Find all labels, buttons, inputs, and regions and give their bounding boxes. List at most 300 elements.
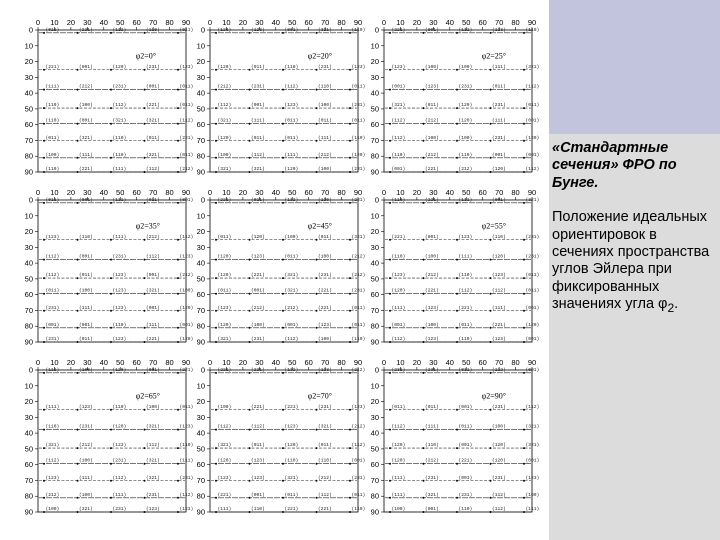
miller-index-label: (321) bbox=[146, 152, 160, 158]
miller-index-label: (100) bbox=[425, 64, 439, 70]
miller-index-label: (111) bbox=[391, 305, 406, 311]
miller-index-label: (321) bbox=[217, 167, 232, 172]
section-frame bbox=[210, 370, 358, 512]
miller-index-label: (221) bbox=[492, 322, 506, 328]
miller-index-label: (111) bbox=[217, 507, 232, 512]
miller-index-label: (112) bbox=[284, 197, 299, 203]
miller-index-label: (111) bbox=[146, 322, 160, 328]
miller-index-label: (112) bbox=[492, 288, 506, 294]
miller-index-label: (110) bbox=[45, 118, 60, 124]
y-tick-label: 0 bbox=[28, 365, 33, 375]
x-tick-label: 50 bbox=[288, 188, 297, 197]
miller-index-label: (111) bbox=[112, 492, 127, 498]
miller-index-label: (112) bbox=[251, 424, 265, 430]
miller-index-label: (212) bbox=[217, 84, 232, 90]
miller-index-label: (321) bbox=[351, 234, 366, 240]
y-tick-label: 20 bbox=[196, 397, 205, 407]
miller-index-label: (112) bbox=[179, 492, 194, 498]
y-tick-label: 90 bbox=[196, 167, 205, 177]
miller-index-label: (231) bbox=[318, 64, 332, 70]
x-tick-label: 80 bbox=[337, 358, 346, 367]
miller-index-label: (110) bbox=[79, 234, 93, 240]
miller-index-label: (123) bbox=[112, 337, 127, 342]
miller-index-label: (001) bbox=[179, 322, 194, 328]
x-tick-label: 70 bbox=[148, 188, 158, 197]
miller-index-label: (111) bbox=[112, 167, 127, 172]
x-tick-label: 0 bbox=[35, 358, 41, 367]
x-tick-label: 50 bbox=[116, 358, 125, 367]
miller-index-label: (321) bbox=[318, 424, 332, 430]
miller-index-label: (011) bbox=[458, 367, 473, 373]
miller-index-label: (120) bbox=[217, 64, 232, 70]
miller-index-label: (123) bbox=[179, 64, 194, 70]
miller-index-label: (011) bbox=[179, 152, 194, 158]
y-tick-label: 10 bbox=[196, 381, 205, 391]
miller-index-label: (231) bbox=[251, 84, 265, 90]
miller-index-label: (321) bbox=[217, 337, 232, 342]
miller-index-label: (001) bbox=[45, 322, 60, 328]
miller-index-label: (110) bbox=[284, 458, 299, 464]
y-tick-label: 0 bbox=[374, 195, 379, 205]
miller-index-label: (231) bbox=[112, 458, 127, 464]
miller-index-label: (321) bbox=[112, 118, 127, 124]
miller-index-label: (212) bbox=[179, 167, 194, 172]
miller-index-label: (221) bbox=[217, 492, 232, 498]
miller-index-label: (100) bbox=[318, 337, 332, 342]
miller-index-label: (321) bbox=[79, 135, 93, 141]
miller-index-label: (123) bbox=[492, 273, 506, 279]
miller-index-label: (111) bbox=[45, 84, 60, 90]
miller-index-label: (112) bbox=[146, 167, 160, 172]
miller-index-label: (001) bbox=[79, 64, 93, 70]
miller-index-label: (123) bbox=[458, 234, 473, 240]
y-tick-label: 30 bbox=[196, 242, 205, 252]
miller-index-label: (011) bbox=[79, 337, 93, 342]
miller-index-label: (011) bbox=[351, 322, 366, 328]
miller-index-label: (110) bbox=[251, 507, 265, 512]
miller-index-label: (110) bbox=[112, 152, 127, 158]
y-tick-label: 50 bbox=[24, 104, 33, 114]
x-tick-label: 80 bbox=[511, 358, 520, 367]
miller-index-label: (212) bbox=[425, 458, 439, 464]
miller-index-label: (321) bbox=[45, 443, 60, 449]
miller-index-label: (123) bbox=[492, 337, 506, 342]
miller-index-label: (011) bbox=[179, 404, 194, 410]
y-tick-label: 60 bbox=[370, 120, 379, 130]
y-tick-label: 40 bbox=[370, 428, 379, 438]
miller-index-label: (123) bbox=[112, 305, 127, 311]
miller-index-label: (231) bbox=[525, 254, 540, 260]
miller-index-label: (123) bbox=[179, 507, 194, 512]
miller-index-label: (110) bbox=[458, 507, 473, 512]
miller-index-label: (011) bbox=[458, 424, 473, 430]
miller-index-label: (001) bbox=[425, 27, 439, 33]
y-tick-label: 60 bbox=[24, 120, 33, 130]
y-tick-label: 40 bbox=[24, 258, 33, 268]
y-tick-label: 0 bbox=[28, 195, 33, 205]
miller-index-label: (212) bbox=[45, 492, 60, 498]
miller-index-label: (123) bbox=[351, 404, 366, 410]
miller-index-label: (011) bbox=[179, 27, 194, 33]
x-tick-label: 20 bbox=[412, 18, 422, 27]
miller-index-label: (112) bbox=[146, 443, 160, 449]
miller-index-label: (231) bbox=[351, 197, 366, 203]
y-tick-label: 20 bbox=[24, 397, 33, 407]
x-tick-label: 40 bbox=[445, 358, 454, 367]
y-tick-label: 50 bbox=[370, 444, 379, 454]
miller-index-label: (011) bbox=[251, 135, 265, 141]
miller-index-label: (112) bbox=[112, 27, 127, 33]
miller-index-label: (100) bbox=[318, 103, 332, 109]
miller-index-label: (123) bbox=[318, 367, 332, 373]
miller-index-label: (112) bbox=[284, 337, 299, 342]
miller-index-label: (001) bbox=[458, 475, 473, 481]
miller-index-label: (120) bbox=[492, 167, 506, 172]
miller-index-label: (123) bbox=[391, 64, 406, 70]
x-tick-label: 60 bbox=[304, 358, 313, 367]
miller-index-label: (120) bbox=[391, 443, 406, 449]
miller-index-label: (100) bbox=[425, 322, 439, 328]
miller-index-label: (231) bbox=[425, 367, 439, 373]
x-tick-label: 80 bbox=[165, 358, 174, 367]
miller-index-label: (212) bbox=[146, 234, 160, 240]
miller-index-label: (001) bbox=[525, 458, 540, 464]
miller-index-label: (011) bbox=[284, 118, 299, 124]
y-tick-label: 30 bbox=[24, 72, 33, 82]
miller-index-label: (112) bbox=[179, 234, 194, 240]
miller-index-label: (001) bbox=[391, 322, 406, 328]
x-tick-label: 30 bbox=[255, 188, 264, 197]
miller-index-label: (001) bbox=[79, 254, 93, 260]
miller-index-label: (100) bbox=[179, 288, 194, 294]
miller-index-label: (100) bbox=[391, 507, 406, 512]
miller-index-label: (123) bbox=[251, 458, 265, 464]
miller-index-label: (231) bbox=[45, 305, 60, 311]
x-tick-label: 60 bbox=[478, 358, 487, 367]
miller-index-label: (111) bbox=[112, 234, 127, 240]
miller-index-label: (221) bbox=[251, 404, 265, 410]
miller-index-label: (321) bbox=[146, 288, 160, 294]
miller-index-label: (321) bbox=[284, 288, 299, 294]
miller-index-label: (321) bbox=[79, 507, 93, 512]
section-frame bbox=[384, 370, 532, 512]
miller-index-label: (123) bbox=[391, 273, 406, 279]
miller-index-label: (112) bbox=[45, 273, 60, 279]
miller-index-label: (221) bbox=[391, 27, 406, 33]
miller-index-label: (001) bbox=[251, 492, 265, 498]
y-tick-label: 90 bbox=[24, 167, 33, 177]
miller-index-label: (011) bbox=[492, 84, 506, 90]
x-tick-label: 50 bbox=[462, 358, 471, 367]
y-tick-label: 80 bbox=[196, 151, 205, 161]
miller-index-label: (111) bbox=[284, 152, 299, 158]
x-tick-label: 70 bbox=[148, 18, 158, 27]
x-tick-label: 0 bbox=[207, 358, 213, 367]
miller-index-label: (123) bbox=[217, 475, 232, 481]
miller-index-label: (111) bbox=[492, 64, 506, 70]
y-tick-label: 50 bbox=[370, 274, 379, 284]
y-tick-label: 50 bbox=[370, 104, 379, 114]
phi2-label: φ2=45° bbox=[307, 221, 333, 231]
miller-index-label: (110) bbox=[351, 135, 366, 141]
miller-index-label: (112) bbox=[391, 118, 406, 124]
x-tick-label: 0 bbox=[207, 188, 213, 197]
miller-index-label: (221) bbox=[217, 197, 232, 203]
x-tick-label: 70 bbox=[320, 358, 330, 367]
miller-index-label: (110) bbox=[318, 458, 332, 464]
miller-index-label: (212) bbox=[425, 273, 439, 279]
phi2-label: φ2=70° bbox=[307, 391, 333, 401]
miller-index-label: (123) bbox=[525, 475, 540, 481]
y-tick-label: 20 bbox=[196, 57, 205, 67]
y-tick-label: 20 bbox=[370, 397, 379, 407]
miller-index-label: (111) bbox=[492, 118, 506, 124]
y-tick-label: 70 bbox=[24, 475, 33, 485]
miller-index-label: (111) bbox=[525, 507, 540, 512]
miller-index-label: (120) bbox=[492, 458, 506, 464]
miller-index-label: (120) bbox=[217, 254, 232, 260]
y-tick-label: 0 bbox=[200, 365, 205, 375]
miller-index-label: (001) bbox=[251, 288, 265, 294]
y-tick-label: 60 bbox=[370, 460, 379, 470]
miller-index-label: (011) bbox=[146, 197, 160, 203]
x-tick-label: 20 bbox=[238, 188, 248, 197]
miller-index-label: (100) bbox=[79, 492, 93, 498]
miller-index-label: (100) bbox=[318, 254, 332, 260]
miller-index-label: (110) bbox=[525, 27, 540, 33]
x-tick-label: 90 bbox=[181, 358, 191, 367]
x-tick-label: 70 bbox=[320, 188, 330, 197]
miller-index-label: (123) bbox=[284, 424, 299, 430]
phi2-label: φ2=20° bbox=[307, 51, 333, 61]
miller-index-label: (011) bbox=[79, 273, 93, 279]
y-tick-label: 0 bbox=[374, 25, 379, 35]
miller-index-label: (123) bbox=[425, 337, 439, 342]
miller-index-label: (120) bbox=[217, 322, 232, 328]
y-tick-label: 0 bbox=[200, 25, 205, 35]
miller-index-label: (123) bbox=[425, 305, 439, 311]
section-frame bbox=[210, 30, 358, 172]
miller-index-label: (100) bbox=[79, 458, 93, 464]
x-tick-label: 40 bbox=[99, 188, 108, 197]
y-tick-label: 90 bbox=[370, 337, 379, 347]
miller-index-label: (110) bbox=[391, 152, 406, 158]
x-tick-label: 40 bbox=[445, 18, 454, 27]
y-tick-label: 70 bbox=[196, 135, 205, 145]
miller-index-label: (100) bbox=[217, 404, 232, 410]
miller-index-label: (221) bbox=[79, 27, 93, 33]
miller-index-label: (112) bbox=[318, 492, 332, 498]
y-tick-label: 80 bbox=[24, 151, 33, 161]
y-tick-label: 80 bbox=[24, 491, 33, 501]
miller-index-label: (120) bbox=[217, 135, 232, 141]
miller-index-label: (001) bbox=[146, 84, 160, 90]
miller-index-label: (111) bbox=[318, 135, 332, 141]
miller-index-label: (212) bbox=[318, 152, 332, 158]
miller-index-label: (001) bbox=[79, 197, 93, 203]
miller-index-label: (110) bbox=[146, 27, 160, 33]
miller-index-label: (120) bbox=[458, 118, 473, 124]
slide-description bbox=[552, 209, 716, 317]
y-tick-label: 10 bbox=[196, 211, 205, 221]
miller-index-label: (112) bbox=[492, 367, 506, 373]
y-tick-label: 10 bbox=[370, 41, 379, 51]
miller-index-label: (011) bbox=[458, 322, 473, 328]
x-tick-label: 0 bbox=[207, 18, 213, 27]
y-tick-label: 0 bbox=[200, 195, 205, 205]
miller-index-label: (221) bbox=[458, 458, 473, 464]
phi2-label: φ2=25° bbox=[481, 51, 507, 61]
x-tick-label: 30 bbox=[83, 18, 92, 27]
section-frame bbox=[38, 30, 186, 172]
x-tick-label: 40 bbox=[445, 188, 454, 197]
miller-index-label: (100) bbox=[425, 254, 439, 260]
miller-index-label: (120) bbox=[179, 305, 194, 311]
y-tick-label: 50 bbox=[196, 274, 205, 284]
miller-index-label: (112) bbox=[525, 84, 540, 90]
miller-index-label: (120) bbox=[391, 458, 406, 464]
miller-index-label: (001) bbox=[525, 152, 540, 158]
x-tick-label: 30 bbox=[83, 188, 92, 197]
x-tick-label: 50 bbox=[288, 358, 297, 367]
miller-index-label: (011) bbox=[525, 273, 540, 279]
miller-index-label: (112) bbox=[146, 254, 160, 260]
miller-index-label: (120) bbox=[492, 254, 506, 260]
miller-index-label: (110) bbox=[112, 322, 127, 328]
miller-index-label: (110) bbox=[45, 103, 60, 109]
miller-index-label: (221) bbox=[391, 234, 406, 240]
miller-index-label: (221) bbox=[251, 367, 265, 373]
miller-index-label: (231) bbox=[492, 404, 506, 410]
y-tick-label: 90 bbox=[370, 167, 379, 177]
x-tick-label: 90 bbox=[181, 188, 191, 197]
miller-index-label: (221) bbox=[217, 367, 232, 373]
miller-index-label: (111) bbox=[458, 27, 473, 33]
miller-index-label: (212) bbox=[179, 273, 194, 279]
miller-index-label: (001) bbox=[284, 322, 299, 328]
miller-index-label: (231) bbox=[351, 167, 366, 172]
miller-index-label: (011) bbox=[351, 492, 366, 498]
y-tick-label: 50 bbox=[196, 444, 205, 454]
miller-index-label: (321) bbox=[525, 197, 540, 203]
x-tick-label: 20 bbox=[66, 188, 76, 197]
miller-index-label: (100) bbox=[217, 152, 232, 158]
y-tick-label: 30 bbox=[370, 242, 379, 252]
miller-index-label: (221) bbox=[425, 197, 439, 203]
miller-index-label: (112) bbox=[112, 475, 127, 481]
miller-index-label: (231) bbox=[318, 273, 332, 279]
miller-index-label: (212) bbox=[318, 475, 332, 481]
slide-title: «Стандартные сечения» ФРО по Бунге. bbox=[552, 140, 677, 191]
miller-index-label: (110) bbox=[318, 84, 332, 90]
y-tick-label: 90 bbox=[370, 507, 379, 517]
miller-index-label: (112) bbox=[351, 443, 366, 449]
sidebar-header-block bbox=[549, 0, 720, 134]
miller-index-label: (112) bbox=[391, 424, 406, 430]
miller-index-label: (112) bbox=[492, 507, 506, 512]
miller-index-label: (123) bbox=[79, 404, 93, 410]
miller-index-label: (112) bbox=[391, 337, 406, 342]
miller-index-label: (120) bbox=[112, 367, 127, 373]
miller-index-label: (110) bbox=[351, 337, 366, 342]
x-tick-label: 50 bbox=[462, 18, 471, 27]
miller-index-label: (120) bbox=[217, 273, 232, 279]
miller-index-label: (221) bbox=[458, 305, 473, 311]
phi2-label: φ2=35° bbox=[135, 221, 161, 231]
miller-index-label: (212) bbox=[351, 273, 366, 279]
x-tick-label: 10 bbox=[222, 188, 231, 197]
miller-index-label: (231) bbox=[351, 288, 366, 294]
miller-index-label: (221) bbox=[146, 337, 160, 342]
y-tick-label: 40 bbox=[24, 88, 33, 98]
y-tick-label: 90 bbox=[196, 337, 205, 347]
phi2-label: φ2=0° bbox=[135, 51, 157, 61]
x-tick-label: 80 bbox=[511, 18, 520, 27]
miller-index-label: (100) bbox=[525, 492, 540, 498]
miller-index-label: (001) bbox=[458, 404, 473, 410]
x-tick-label: 80 bbox=[165, 188, 174, 197]
miller-index-label: (112) bbox=[217, 424, 232, 430]
y-tick-label: 10 bbox=[370, 381, 379, 391]
x-tick-label: 0 bbox=[381, 188, 387, 197]
y-tick-label: 40 bbox=[196, 258, 205, 268]
x-tick-label: 70 bbox=[494, 358, 504, 367]
y-tick-label: 70 bbox=[196, 475, 205, 485]
miller-index-label: (120) bbox=[318, 197, 332, 203]
x-tick-label: 90 bbox=[353, 188, 363, 197]
miller-index-label: (221) bbox=[318, 288, 332, 294]
miller-index-label: (231) bbox=[492, 135, 506, 141]
y-tick-label: 90 bbox=[24, 337, 33, 347]
y-tick-label: 30 bbox=[370, 72, 379, 82]
y-tick-label: 40 bbox=[370, 258, 379, 268]
y-tick-label: 30 bbox=[370, 412, 379, 422]
x-tick-label: 10 bbox=[396, 358, 405, 367]
x-tick-label: 60 bbox=[478, 188, 487, 197]
section-frame bbox=[384, 200, 532, 342]
miller-index-label: (001) bbox=[146, 367, 160, 373]
miller-index-label: (110) bbox=[458, 273, 473, 279]
x-tick-label: 80 bbox=[165, 18, 174, 27]
miller-index-label: (011) bbox=[45, 135, 60, 141]
miller-index-label: (100) bbox=[79, 367, 93, 373]
miller-index-label: (110) bbox=[425, 443, 439, 449]
miller-index-label: (231) bbox=[351, 475, 366, 481]
miller-index-label: (100) bbox=[79, 288, 93, 294]
miller-index-label: (221) bbox=[45, 64, 60, 70]
miller-index-label: (112) bbox=[251, 152, 265, 158]
section-frame bbox=[38, 370, 186, 512]
miller-index-label: (112) bbox=[458, 288, 473, 294]
y-tick-label: 80 bbox=[370, 491, 379, 501]
x-tick-label: 50 bbox=[288, 18, 297, 27]
x-tick-label: 20 bbox=[412, 358, 422, 367]
y-tick-label: 50 bbox=[196, 104, 205, 114]
miller-index-label: (011) bbox=[146, 135, 160, 141]
x-tick-label: 60 bbox=[478, 18, 487, 27]
miller-index-label: (221) bbox=[284, 404, 299, 410]
x-tick-label: 60 bbox=[132, 188, 141, 197]
miller-index-label: (110) bbox=[45, 424, 60, 430]
x-tick-label: 30 bbox=[429, 18, 438, 27]
y-tick-label: 0 bbox=[374, 365, 379, 375]
miller-index-label: (221) bbox=[146, 103, 160, 109]
y-tick-label: 70 bbox=[370, 475, 379, 485]
miller-index-label: (011) bbox=[318, 118, 332, 124]
miller-index-label: (011) bbox=[251, 197, 265, 203]
miller-index-label: (001) bbox=[525, 367, 540, 373]
miller-index-label: (112) bbox=[45, 458, 60, 464]
